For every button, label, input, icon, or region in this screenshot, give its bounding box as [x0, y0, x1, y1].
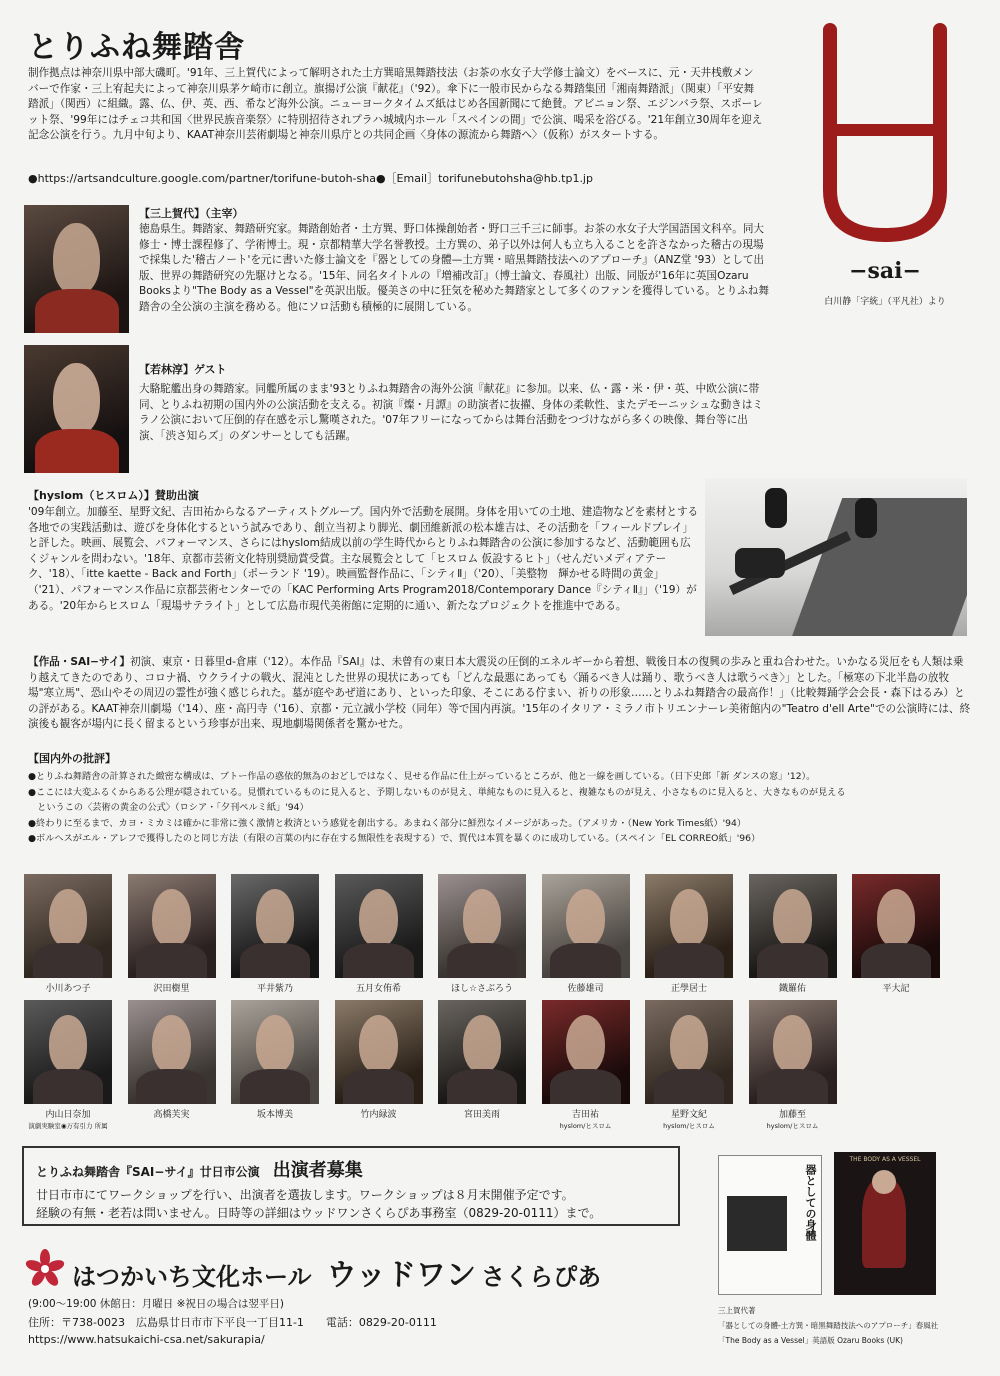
venue-hours: (9:00〜19:00 休館日：月曜日 ※祝日の場合は翌平日)	[28, 1298, 285, 1310]
cast-name: 竹内緑波	[360, 1110, 397, 1120]
cast-affiliation: hyslom/ヒスロム	[559, 1122, 612, 1130]
cast-name: 正學居士	[670, 984, 707, 994]
review-item: ●とりふね舞踏舎の計算された緻密な構成は、ブトー作品の惑依的無為のおどしではなく、見せる作品に仕上がっているところが、他と一線を画している。（日下史郎「新 ダンスの窓」'12）。	[28, 771, 816, 782]
cast-affiliation: hyslom/ヒスロム	[766, 1122, 819, 1130]
cast-photo	[749, 1000, 837, 1104]
venue-name-b: ウッドワン	[326, 1258, 477, 1293]
cast-name: 佐藤雄司	[567, 984, 604, 994]
reviews-list	[28, 769, 973, 847]
cast-photo	[128, 874, 216, 978]
venue-name-c: さくらぴあ	[481, 1263, 602, 1291]
cast-name: 沢田樹里	[153, 984, 190, 994]
cast-photo	[231, 874, 319, 978]
venue-name-a: はつかいち文化ホール	[72, 1263, 312, 1291]
cast-photo	[128, 1000, 216, 1104]
cast-photo	[645, 1000, 733, 1104]
books-english: 「The Body as a Vessel」英語版 Ozaru Books (UK)	[718, 1336, 903, 1345]
work-text	[28, 655, 973, 733]
mikami-heading: 【三上賀代】（主宰）	[139, 207, 244, 220]
flower-icon	[24, 1248, 66, 1290]
cast-photo	[438, 874, 526, 978]
cast-name: 五月女侑希	[355, 984, 401, 994]
review-item: ●終わりに至るまで、カヨ・ミカミは確かに非常に強く激情と救済という感覚を創出する。あまねく部分に鮮烈なイメージがあった。（アメリカ・（New York Times紙）'94）	[28, 817, 747, 829]
hyslom-body: '09年創立。加藤至、星野文紀、吉田祐からなるアーティストグループ。国内外で活動を展開。身体を用いての土地、建造物などを素材とする各地での実践活動は、遊びを身体化するという試みであり、創立当初より脚光、劇団維新派の松本雄吉は、その活動を「フィールドプレイ」と評した。映画、展覧会、パフォーマンス、さらにはhyslom結成以前の学生時代からとりふね舞踏舎の公演に参加するなど、活動範囲も広くジャンルを問わない。'18年、京都市芸術文化特別奨励賞受賞。主な展覧会として「ヒスロム 仮設するヒト」（せんだいメディアテーク、'18）、「itte kaette - Back and Forth」（ポーランド '19）。映画監督作品に、「シティⅡ」（'20）、「美整物 輝かせる時間の黄金」（'21）、パフォーマンス作品に京都芸術センターでの「KAC Performing Arts Program2018/Contemporary Dance『シティⅡ』」（'19）がある。'20年からヒスロム「現場サテライト」として広島市現代美術館に定期的に通い、新たなプロジェクトを推進中である。	[28, 506, 699, 612]
mikami-photo	[24, 205, 129, 333]
contact-links[interactable]: ●https://artsandculture.google.com/partner/torifune-butoh-sha●［Email］torifunebutohsha@hb.tp1.jp	[28, 172, 593, 185]
sai-romaji: −sai−	[849, 258, 921, 284]
sai-glyph	[790, 20, 980, 260]
cast-name: 星野文紀	[670, 1110, 707, 1120]
cast-photo	[24, 874, 112, 978]
cast-photo	[231, 1000, 319, 1104]
cast-name: 小川あつ子	[45, 984, 91, 994]
venue-logo	[72, 1250, 601, 1294]
recruit-title-pre: とりふね舞踏舎『SAI−サイ』廿日市公演	[36, 1165, 260, 1179]
review-item: というこの〈芸術の黄金の公式〉（ロシア・「夕刊ペルミ紙」'94）	[28, 802, 309, 814]
cast-name: ほし☆さぶろう	[450, 984, 514, 994]
cast-photo	[542, 1000, 630, 1104]
cast-photo	[749, 874, 837, 978]
intro-text: 制作拠点は神奈川県中部大磯町。'91年、三上賀代によって解明された土方巽暗黒舞踏技法（お茶の水女子大学修士論文）をベースに、元・天井桟敷メンバーで作家・三上宥起夫によって神奈川県茅ケ崎市に創立。旗揚げ公演『献花』（'92）。傘下に一般市民からなる舞踏集団「湘南舞踏派」（関東）「平安舞踏派」（関西）に組織。露、仏、伊、英、西、希など海外公演。ニューヨークタイムズ紙はじめ各国新聞にて絶賛。アビニョン祭、エジンバラ祭、スポーレット祭、'99年にはチェコ共和国〈世界民族音楽祭〉に特別招待されプラハ城城内ホール「スペインの間」で公演、喝采を浴びる。'21年創立30周年を迎え記念公演を行う。九月中旬より、KAAT神奈川芸術劇場と神奈川県庁との共同企画〈身体の源流から舞踏へ〉（仮称）がスタートする。	[28, 67, 763, 142]
cast-name: 宮田美雨	[463, 1110, 500, 1120]
cast-photo	[645, 874, 733, 978]
book-cover-2	[834, 1152, 936, 1295]
review-item: ●ここには大変ふるくからある公理が隠されている。見慣れているものに見入ると、予期しないものが見え、単純なものに見入ると、複雑なものが見え、小さなものに見入ると、大きなものが見える	[28, 786, 846, 798]
recruit-box	[22, 1146, 680, 1226]
hyslom-photo	[705, 478, 967, 636]
cast-affiliation: hyslom/ヒスロム	[663, 1122, 715, 1130]
recruit-title-main: 出演者募集	[272, 1160, 363, 1181]
cast-photo	[852, 874, 940, 978]
cast-photo	[438, 1000, 526, 1104]
hyslom-heading: 【hyslom（ヒスロム）】賛助出演	[28, 489, 199, 502]
cast-name: 加藤至	[778, 1110, 806, 1120]
work-heading: 【作品・SAI−サイ】	[28, 656, 131, 668]
recruit-line1: 廿日市市にてワークショップを行い、出演者を選抜します。ワークショップは８月末開催予定です。	[36, 1188, 574, 1202]
cast-name: 鐵羅佑	[778, 984, 806, 994]
wakabayashi-body: 大駱駝艦出身の舞踏家。同艦所属のまま'93とりふね舞踏舎の海外公演『献花』に参加。以来、仏・露・米・伊・英、中欧公演に帯同、とりふね初期の国内外の公演活動を支える。初演『燦・月譚』の助演者に抜擢、身体の柔軟性、またデモーニッシュな動きはミラノ公演において圧倒的存在感を示し驚嘆された。'07年フリーになってからは舞台活動をつづけながら多くの映像、舞台等に出演、「渋さ知らズ」のダンサーとしても活躍。	[139, 383, 763, 442]
book-cover-1-title: 器としての身體	[804, 1164, 817, 1241]
review-item: ●ボルヘスがエル・アレフで獲得したのと同じ方法（有限の言葉の内に存在する無限性を表現する）で、賀代は本質を暴くのに成功している。（スペイン「EL CORREO紙」'96）	[28, 833, 761, 845]
cast-name: 内山日奈加	[45, 1110, 91, 1120]
cast-name: 坂本博美	[256, 1110, 293, 1120]
cast-photo	[335, 1000, 423, 1104]
cast-photo	[24, 1000, 112, 1104]
sai-source: 白川静「字統」（平凡社）より	[824, 297, 946, 307]
book-cover-1	[718, 1155, 822, 1295]
recruit-line2: 経験の有無・老若は問いません。日時等の詳細はウッドワンさくらぴあ事務室（0829-20-0111）まで。	[36, 1206, 602, 1220]
cast-name: 平井紫乃	[256, 984, 293, 994]
mikami-body: 徳島県生。舞踏家、舞踏研究家。舞踏創始者・土方巽、野口体操創始者・野口三千三に師事。お茶の水女子大学国語国文科卒。同大修士・博士課程修了、学術博士。現・京都精華大学名誉教授。土方巽の、弟子以外は何人も立ち入ることを許さなかった稽古の現場で採集した'稽古ノート'を元に書いた修士論文を『器としての身體—土方巽・暗黒舞踏技法へのアプローチ』（ANZ堂 '93）として出版、世界の舞踏研究の先駆けとなる。'15年、同名タイトルの『増補改訂』（博士論文、春風社）出版、同版が'16年に英国Ozaru Booksより"The Body as a Vessel"を英訳出版。優美さの中に狂気を秘めた舞踏家として多くのファンを獲得している。とりふね舞踏舎の全公演の主演を務める。他にソロ活動も積極的に展開している。	[139, 223, 769, 313]
cast-photo	[335, 874, 423, 978]
wakabayashi-heading: 【若林淳】ゲスト	[139, 363, 227, 376]
cast-name: 平大記	[882, 984, 910, 994]
books-title: 「器としての身體-土方巽・暗黒舞踏技法へのアプローチ」春風社	[718, 1321, 939, 1330]
book-cover-2-title: THE BODY AS A VESSEL	[849, 1156, 921, 1163]
cast-name: 吉田祐	[571, 1110, 599, 1120]
work-body: 初演、東京・日暮里d-倉庫（'12）。本作品『SAI』は、未曾有の東日本大震災の圧倒的エネルギーから着想、戦後日本の復興の歩みと重ね合わせた。いかなる災厄をも人類は乗り越えてきたのであり、コロナ禍、ウクライナの戦火、混沌とした世界の現状にあっても「どんな最悪にあっても〈踊るべき人は踊り、歌うべき人は歌うべき〉」とした。「極寒の下北半島の放牧場"寒立馬"、恐山やその周辺の霊性が強く感じられた。墓が庭やあぜ道にあり、といった印象、そこにある佇まい、祈りの形象……とりふね舞踏舎の最高作！」（比較舞踊学会会長・森下はるみ）との評がある。KAAT神奈川劇場（'14）、座・高円寺（'16）、京都・元立誠小学校（同年）等で国内再演。'15年のイタリア・ミラノ市トリエンナーレ美術館内の"Teatro d'ell Arte"での公演時には、終演後も観客が場内に長く留まるという珍事が出来、現地劇場関係者を驚かせた。	[28, 656, 971, 731]
venue-address: 住所：〒738-0023 広島県廿日市市下平良一丁目11-1 電話：0829-20-0111	[28, 1316, 437, 1329]
reviews-heading: 【国内外の批評】	[28, 752, 116, 765]
cast-name: 高橋芙実	[153, 1110, 190, 1120]
venue-url[interactable]: https://www.hatsukaichi-csa.net/sakurapia/	[28, 1333, 265, 1346]
books-author: 三上賀代著	[718, 1306, 756, 1315]
cast-affiliation: 演劇実験室◉万有引力 所属	[28, 1122, 108, 1130]
cast-photo	[542, 874, 630, 978]
company-logo: とりふね舞踏舎	[28, 30, 245, 65]
wakabayashi-photo	[24, 345, 129, 473]
